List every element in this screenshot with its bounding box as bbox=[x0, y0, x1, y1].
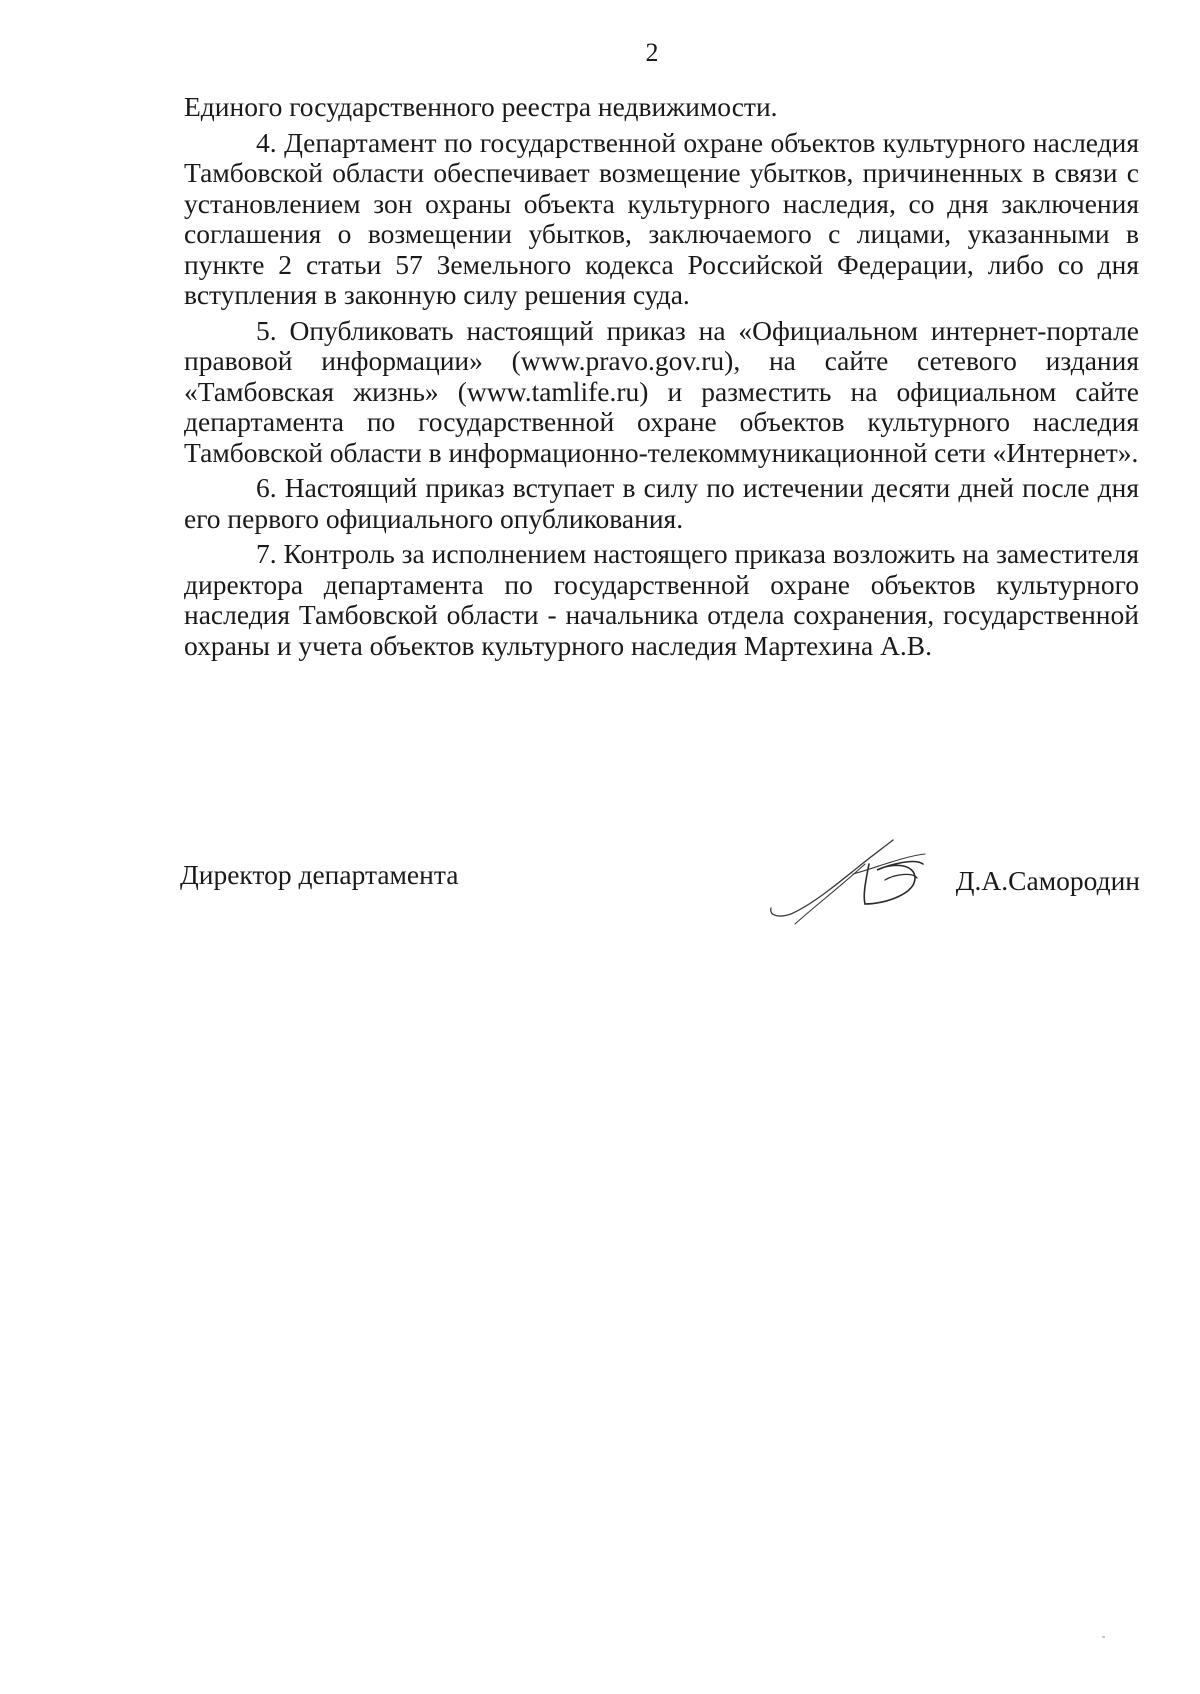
paragraph-continuation: Единого государственного реестра недвижимости. bbox=[184, 91, 778, 122]
paragraph-item-5: 5. Опубликовать настоящий приказ на «Официальном интернет-портале правовой информации» (www.pravo.gov.ru), на сайте сетевого издания «Тамбовская жизнь» (www.tamlife.ru) и разместить на официальном сайте департамента по государственной охране объектов культурного наследия Тамбовской области в информационно-телекоммуникационной сети «Интернет». bbox=[184, 314, 1139, 468]
paragraph-item-6: 6. Настоящий приказ вступает в силу по истечении десяти дней после дня его первого официального опубликования. bbox=[184, 472, 1139, 534]
document-body bbox=[184, 92, 1139, 661]
page-number: 2 bbox=[645, 38, 659, 67]
signatory-name: Д.А.Самородин bbox=[955, 865, 1140, 896]
scan-speck bbox=[1102, 1636, 1105, 1638]
signature-block bbox=[180, 858, 1140, 968]
handwritten-signature bbox=[765, 834, 945, 944]
paragraph-item-4: 4. Департамент по государственной охране объектов культурного наследия Тамбовской области обеспечивает возмещение убытков, причиненных в связи с установлением зон охраны объекта культурного наследия, со дня заключения соглашения о возмещении убытков, заключаемого с лицами, указанными в пункте 2 статьи 57 Земельного кодекса Российской Федерации, либо со дня вступления в законную силу решения суда. bbox=[184, 126, 1139, 310]
signatory-title: Директор департамента bbox=[180, 859, 459, 890]
paragraph-item-7: 7. Контроль за исполнением настоящего приказа возложить на заместителя директора департамента по государственной охране объектов культурного наследия Тамбовской области - начальника отдела сохранения, государственной охраны и учета объектов культурного наследия Мартехина А.В. bbox=[184, 538, 1139, 661]
